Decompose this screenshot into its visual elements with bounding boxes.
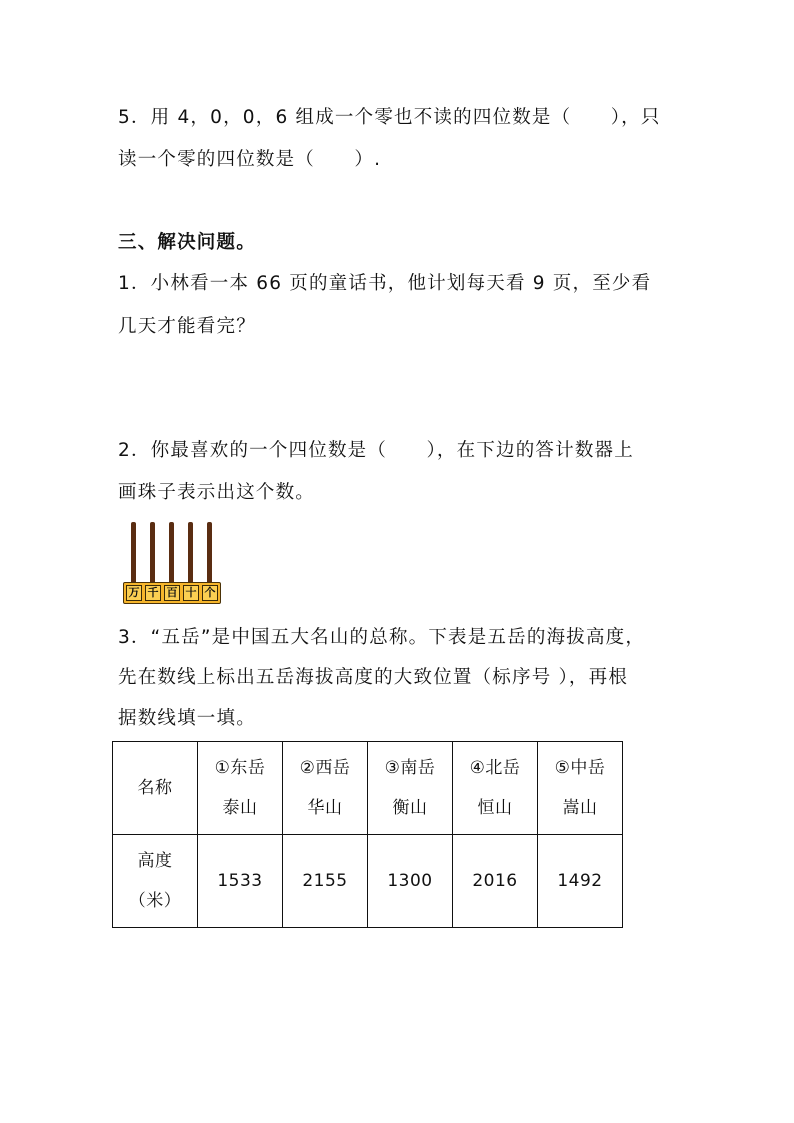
yue-name: ①东岳 (214, 758, 266, 778)
height-value-2: 2155 (283, 835, 368, 928)
height-header (113, 835, 198, 928)
place-label-qian: 千 (145, 585, 161, 601)
problem-3-line-3: 据数线填一填。 (118, 708, 256, 729)
mountain-cell-5 (538, 742, 623, 835)
mountain-name: 泰山 (222, 798, 258, 818)
section-3-heading: 三、解决问题。 (118, 232, 256, 253)
height-value-1: 1533 (198, 835, 283, 928)
abacus-base (123, 582, 221, 604)
yue-name: ④北岳 (469, 758, 521, 778)
mountain-name: 嵩山 (562, 798, 598, 818)
mountain-name: 衡山 (392, 798, 428, 818)
yue-name: ②西岳 (299, 758, 351, 778)
abacus-rod-wan (131, 522, 136, 584)
problem-2-line-1: 2．你最喜欢的一个四位数是（ ），在下边的答计数器上 (118, 440, 634, 461)
height-header-unit: （米） (128, 891, 182, 911)
height-value-5: 1492 (538, 835, 623, 928)
yue-name: ⑤中岳 (554, 758, 606, 778)
abacus (123, 522, 223, 606)
table-row-names (113, 742, 623, 835)
place-label-ge: 个 (202, 585, 218, 601)
q5-line-1: 5．用 4，0，0，6 组成一个零也不读的四位数是（ ），只 (118, 107, 661, 128)
height-value-3: 1300 (368, 835, 453, 928)
yue-name: ③南岳 (384, 758, 436, 778)
problem-3-line-1: 3．“五岳”是中国五大名山的总称。下表是五岳的海拔高度， (118, 627, 646, 648)
five-mountains-table (112, 741, 623, 928)
height-header-label: 高度 (137, 851, 173, 871)
problem-2-line-2: 画珠子表示出这个数。 (118, 482, 316, 503)
height-value-4: 2016 (453, 835, 538, 928)
mountain-cell-3 (368, 742, 453, 835)
mountain-cell-2 (283, 742, 368, 835)
abacus-rod-ge (207, 522, 212, 584)
table-row-heights (113, 835, 623, 928)
mountain-cell-4 (453, 742, 538, 835)
mountain-name: 华山 (307, 798, 343, 818)
mountain-cell-1 (198, 742, 283, 835)
name-header: 名称 (113, 742, 198, 835)
mountain-name: 恒山 (477, 798, 513, 818)
problem-3-line-2: 先在数线上标出五岳海拔高度的大致位置（标序号 ），再根 (118, 667, 629, 688)
place-label-bai: 百 (164, 585, 180, 601)
place-label-wan: 万 (126, 585, 142, 601)
problem-1-line-2: 几天才能看完？ (118, 316, 256, 337)
place-label-shi: 十 (183, 585, 199, 601)
q5-line-2: 读一个零的四位数是（ ）. (118, 149, 382, 170)
abacus-rod-qian (150, 522, 155, 584)
abacus-rod-bai (169, 522, 174, 584)
problem-1-line-1: 1．小林看一本 66 页的童话书，他计划每天看 9 页，至少看 (118, 273, 652, 294)
abacus-rod-shi (188, 522, 193, 584)
